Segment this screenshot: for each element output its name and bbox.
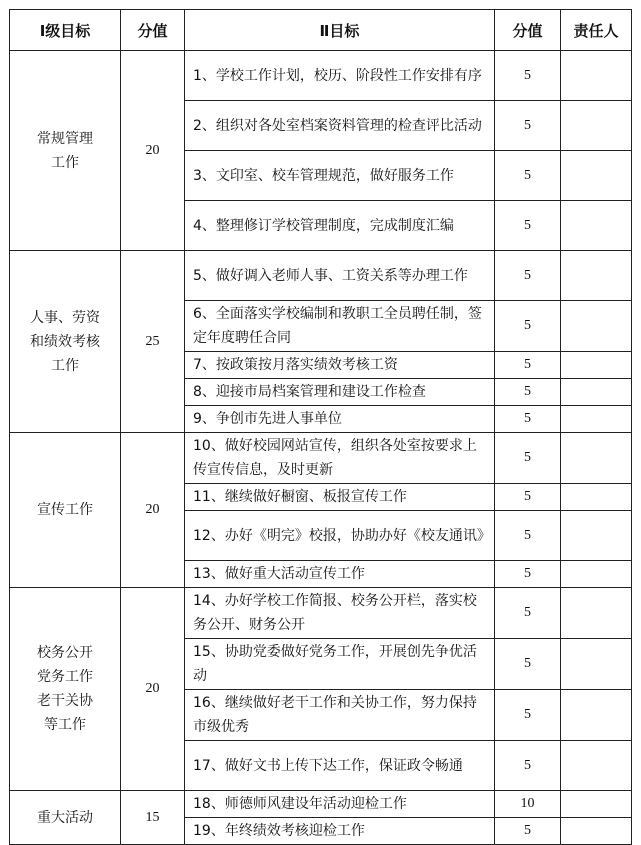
header-level2: Ⅱ目标 (185, 10, 495, 51)
level1-goal: 宣传工作 (10, 433, 121, 588)
level2-goal: 12、办好《明完》校报，协助办好《校友通讯》 (185, 511, 495, 561)
level2-goal: 11、继续做好橱窗、板报宣传工作 (185, 484, 495, 511)
level2-goal: 9、争创市先进人事单位 (185, 406, 495, 433)
owner-cell[interactable] (561, 251, 632, 301)
level1-score: 25 (121, 251, 185, 433)
header-score1: 分值 (121, 10, 185, 51)
level1-score: 20 (121, 588, 185, 791)
level2-score: 5 (495, 51, 561, 101)
level2-goal: 17、做好文书上传下达工作，保证政令畅通 (185, 741, 495, 791)
level2-goal: 8、迎接市局档案管理和建设工作检查 (185, 379, 495, 406)
level2-score: 5 (495, 251, 561, 301)
table-row (10, 251, 632, 301)
owner-cell[interactable] (561, 433, 632, 484)
level2-score: 5 (495, 741, 561, 791)
level2-score: 5 (495, 352, 561, 379)
level1-goal: 人事、劳资 和绩效考核 工作 (10, 251, 121, 433)
level1-score: 15 (121, 791, 185, 845)
level2-goal: 13、做好重大活动宣传工作 (185, 561, 495, 588)
level2-score: 5 (495, 433, 561, 484)
level2-score: 10 (495, 791, 561, 818)
level2-goal: 1、学校工作计划，校历、阶段性工作安排有序 (185, 51, 495, 101)
level2-score: 5 (495, 151, 561, 201)
owner-cell[interactable] (561, 561, 632, 588)
level2-goal: 19、年终绩效考核迎检工作 (185, 818, 495, 845)
level2-score: 5 (495, 379, 561, 406)
level2-score: 5 (495, 484, 561, 511)
table-body (10, 51, 632, 845)
owner-cell[interactable] (561, 301, 632, 352)
level2-goal: 6、全面落实学校编制和教职工全员聘任制，签定年度聘任合同 (185, 301, 495, 352)
owner-cell[interactable] (561, 690, 632, 741)
owner-cell[interactable] (561, 201, 632, 251)
table-row (10, 791, 632, 818)
owner-cell[interactable] (561, 639, 632, 690)
level2-goal: 2、组织对各处室档案资料管理的检查评比活动 (185, 101, 495, 151)
owner-cell[interactable] (561, 51, 632, 101)
level1-goal: 重大活动 (10, 791, 121, 845)
level2-goal: 14、办好学校工作简报、校务公开栏，落实校务公开、财务公开 (185, 588, 495, 639)
header-level1: Ⅰ级目标 (10, 10, 121, 51)
level2-score: 5 (495, 511, 561, 561)
level2-goal: 10、做好校园网站宣传，组织各处室按要求上传宣传信息，及时更新 (185, 433, 495, 484)
level2-score: 5 (495, 561, 561, 588)
owner-cell[interactable] (561, 484, 632, 511)
header-owner: 责任人 (561, 10, 632, 51)
header-score2: 分值 (495, 10, 561, 51)
level2-score: 5 (495, 301, 561, 352)
level2-score: 5 (495, 201, 561, 251)
header-row (10, 10, 632, 51)
owner-cell[interactable] (561, 741, 632, 791)
level2-score: 5 (495, 406, 561, 433)
owner-cell[interactable] (561, 151, 632, 201)
level2-score: 5 (495, 818, 561, 845)
table-row (10, 588, 632, 639)
level1-goal: 校务公开 党务工作 老干关协 等工作 (10, 588, 121, 791)
level1-score: 20 (121, 433, 185, 588)
owner-cell[interactable] (561, 101, 632, 151)
level2-goal: 5、做好调入老师人事、工资关系等办理工作 (185, 251, 495, 301)
goals-table (9, 9, 632, 845)
level2-goal: 7、按政策按月落实绩效考核工资 (185, 352, 495, 379)
level2-score: 5 (495, 588, 561, 639)
level1-goal: 常规管理 工作 (10, 51, 121, 251)
level2-goal: 18、师德师风建设年活动迎检工作 (185, 791, 495, 818)
table-row (10, 51, 632, 101)
owner-cell[interactable] (561, 791, 632, 818)
level2-score: 5 (495, 639, 561, 690)
level2-score: 5 (495, 101, 561, 151)
level2-score: 5 (495, 690, 561, 741)
owner-cell[interactable] (561, 352, 632, 379)
owner-cell[interactable] (561, 379, 632, 406)
level2-goal: 4、整理修订学校管理制度，完成制度汇编 (185, 201, 495, 251)
table-row (10, 433, 632, 484)
level2-goal: 16、继续做好老干工作和关协工作，努力保持市级优秀 (185, 690, 495, 741)
owner-cell[interactable] (561, 818, 632, 845)
level2-goal: 3、文印室、校车管理规范，做好服务工作 (185, 151, 495, 201)
owner-cell[interactable] (561, 588, 632, 639)
owner-cell[interactable] (561, 406, 632, 433)
level1-score: 20 (121, 51, 185, 251)
owner-cell[interactable] (561, 511, 632, 561)
level2-goal: 15、协助党委做好党务工作，开展创先争优活动 (185, 639, 495, 690)
